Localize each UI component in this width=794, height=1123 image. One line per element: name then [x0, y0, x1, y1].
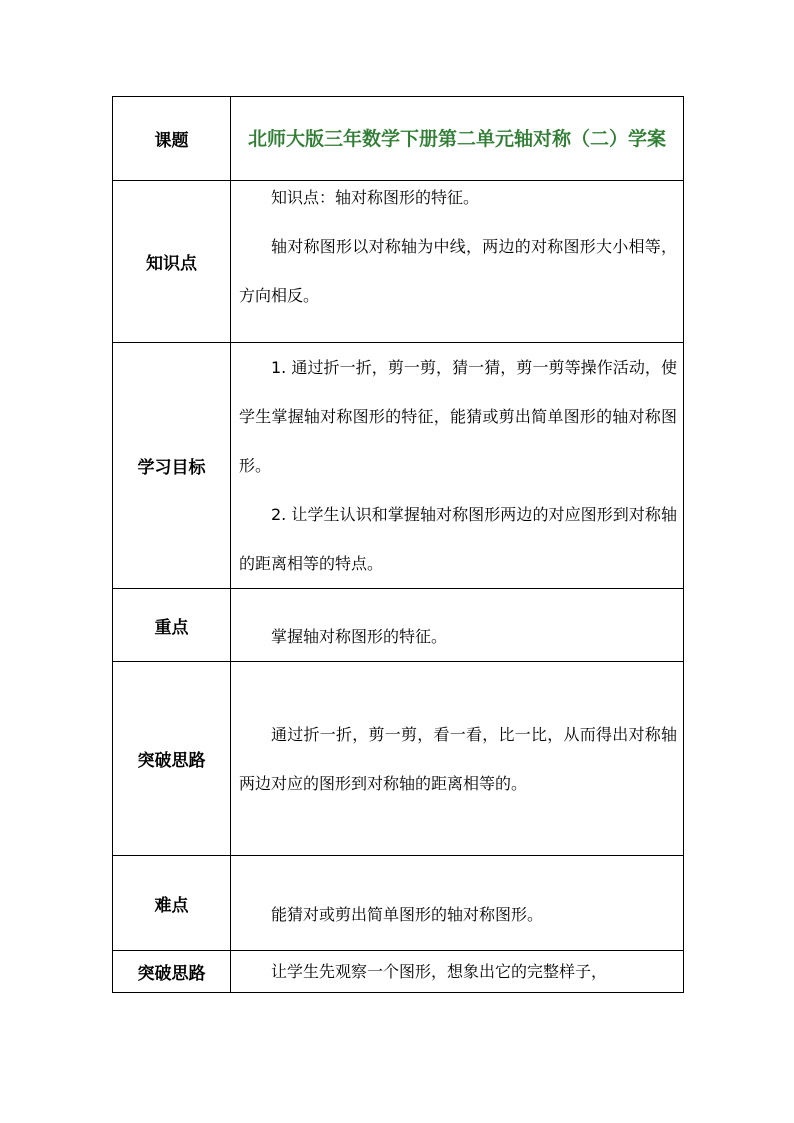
row-label-breakthrough-2: 突破思路	[113, 951, 231, 993]
row-label-breakthrough-1: 突破思路	[113, 662, 231, 856]
row-content-key-point	[231, 589, 684, 662]
paragraph: 让学生先观察一个图形，想象出它的完整样子，	[271, 961, 608, 981]
paragraph: 通过折一折，剪一剪，看一看，比一比，从而得出对称轴两边对应的图形到对称轴的距离相等的。	[239, 724, 677, 793]
table-row-breakthrough-2	[113, 951, 684, 993]
paragraph: 2. 让学生认识和掌握轴对称图形两边的对应图形到对称轴的距离相等的特点。	[239, 505, 677, 573]
paragraph: 掌握轴对称图形的特征。	[271, 626, 448, 646]
row-content-topic	[231, 97, 684, 181]
table-row-topic	[113, 97, 684, 181]
row-label-key-point: 重点	[113, 589, 231, 662]
paragraph: 知识点：轴对称图形的特征。	[271, 188, 480, 207]
row-label-topic: 课题	[113, 97, 231, 181]
row-content-knowledge-point	[231, 181, 684, 343]
row-content-breakthrough-2	[231, 951, 684, 993]
row-content-breakthrough-1	[231, 662, 684, 856]
table-row-difficulty	[113, 856, 684, 951]
row-label-learning-goals: 学习目标	[113, 343, 231, 589]
table-row-breakthrough-1	[113, 662, 684, 856]
row-label-difficulty: 难点	[113, 856, 231, 951]
row-label-knowledge-point: 知识点	[113, 181, 231, 343]
lesson-title: 北师大版三年数学下册第二单元轴对称（二）学案	[247, 127, 666, 150]
row-content-learning-goals	[231, 343, 684, 589]
table-row-key-point	[113, 589, 684, 662]
paragraph: 1. 通过折一折，剪一剪，猜一猜，剪一剪等操作活动，使学生掌握轴对称图形的特征，能猜或剪出简单图形的轴对称图形。	[239, 358, 677, 475]
table-row-knowledge-point	[113, 181, 684, 343]
paragraph: 能猜对或剪出简单图形的轴对称图形。	[271, 904, 544, 924]
table-row-learning-goals	[113, 343, 684, 589]
paragraph: 轴对称图形以对称轴为中线，两边的对称图形大小相等，方向相反。	[239, 237, 677, 305]
lesson-plan-table	[112, 96, 684, 993]
row-content-difficulty	[231, 856, 684, 951]
